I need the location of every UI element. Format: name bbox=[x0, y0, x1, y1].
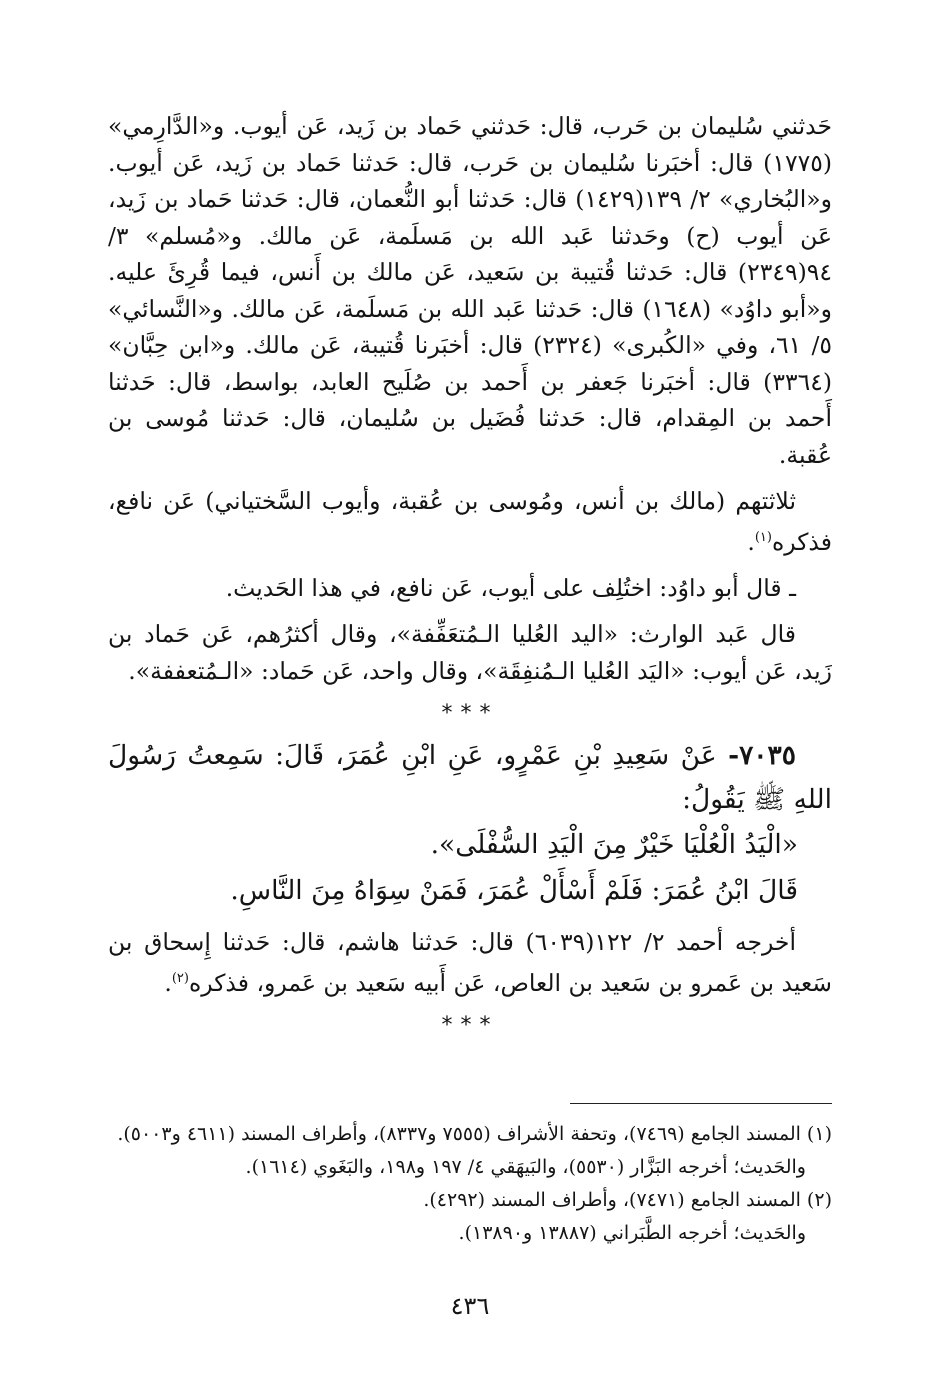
footnote-ref-1[interactable]: (١) bbox=[754, 529, 772, 545]
isnad-paragraph: حَدثني سُليمان بن حَرب، قال: حَدثني حَماد بن زَيد، عَن أيوب. و«الدَّارِمي» (١٧٧٥) قال: أخبَرنا سُليمان بن حَرب، قال: حَدثنا حَماد بن زَيد، عَن أيوب. و«البُخاري» ٢/ ١٣٩(١٤٢٩) قال: حَدثنا أبو النُّعمان، قال: حَدثنا حَماد بن زَيد، عَن أيوب (ح) وحَدثنا عَبد الله بن مَسلَمة، عَن مالك. و«مُسلم» ٣/ ٩٤(٢٣٤٩) قال: حَدثنا قُتيبة بن سَعيد، عَن مالك بن أَنس، فيما قُرِئَ عليه. و«أبو داوُد» (١٦٤٨) قال: حَدثنا عَبد الله بن مَسلَمة، عَن مالك. و«النَّسائي» ٥/ ٦١، وفي «الكُبرى» (٢٣٢٤) قال: أخبَرنا قُتيبة، عَن مالك. و«ابن حِبَّان» (٣٣٦٤) قال: أخبَرنا جَعفر بن أَحمد بن صُلَيح العابد، بواسط، قال: حَدثنا أَحمد بن المِقدام، قال: حَدثنا فُضَيل بن سُليمان، قال: حَدثنا مُوسى بن عُقبة. bbox=[108, 112, 832, 469]
footnote-divider bbox=[570, 1103, 832, 1104]
abu-dawud-note: ـ قال أبو داوُد: اختُلِف على أيوب، عَن نافع، في هذا الحَديث. bbox=[225, 573, 796, 602]
summary-paragraph: ثلاثتهم (مالك بن أنس، ومُوسى بن عُقبة، وأيوب السَّختياني) عَن نافع، فذكره$^{(١)}$. bbox=[108, 487, 832, 556]
page-number: ٤٣٦ bbox=[450, 1292, 490, 1320]
takhrij-paragraph: أخرجه أحمد ٢/ ١٢٢(٦٠٣٩) قال: حَدثنا هاشم، قال: حَدثنا إِسحاق بن سَعيد بن عَمرو بن سَعيد بن العاص، عَن أَبيه سَعيد بن عَمرو، فذكره$^{(٢)}$. bbox=[108, 928, 832, 997]
footnotes-block bbox=[108, 1118, 832, 1250]
abd-al-warith-note: قال عَبد الوارث: «اليد العُليا الـمُتعَفِّفة»، وقال أكثرُهم، عَن حَماد بن زَيد، عَن أيوب: «اليَد العُليا الـمُنفِقَة»، وقال واحد، عَن حَماد: «الـمُتعففة». bbox=[108, 620, 832, 685]
takhrij-text: أخرجه أحمد ٢/ ١٢٢(٦٠٣٩) قال: حَدثنا هاشم، قال: حَدثنا إِسحاق بن سَعيد بن عَمرو بن سَعيد بن العاص، عَن أَبيه سَعيد بن عَمرو، فذكره bbox=[108, 928, 832, 997]
hadith-header bbox=[108, 734, 832, 822]
hadith-chain: عَنْ سَعِيدِ بْنِ عَمْرٍو، عَنِ ابْنِ عُمَرَ، قَالَ: سَمِعتُ رَسُولَ اللهِ ﷺ يَقُولُ: bbox=[108, 740, 832, 816]
footnote-2-continuation: والحَديث؛ أخرجه الطَّبَراني (١٣٨٨٧ و١٣٨٩٠). bbox=[458, 1222, 806, 1244]
hadith-comment: قَالَ ابْنُ عُمَرَ: فَلَمْ أَسْأَلْ عُمَرَ، فَمَنْ سِوَاهُ مِنَ النَّاسِ. bbox=[230, 875, 798, 907]
hadith-matn: «الْيَدُ الْعُلْيَا خَيْرٌ مِنَ الْيَدِ السُّفْلَى». bbox=[430, 829, 798, 861]
section-separator: *** bbox=[441, 701, 499, 727]
hadith-number: ٧٠٣٥- bbox=[728, 740, 796, 772]
section-separator-2: *** bbox=[441, 1013, 499, 1039]
footnote-1: (١) المسند الجامع (٧٤٦٩)، وتحفة الأشراف (٧٥٥٥ و٨٣٣٧)، وأطراف المسند (٤٦١١ و٥٠٠٣). bbox=[117, 1123, 832, 1145]
footnote-2: (٢) المسند الجامع (٧٤٧١)، وأطراف المسند (٤٢٩٢). bbox=[423, 1189, 832, 1211]
summary-text: ثلاثتهم (مالك بن أنس، ومُوسى بن عُقبة، وأيوب السَّختياني) عَن نافع، فذكره bbox=[108, 487, 832, 556]
footnote-1-continuation: والحَديث؛ أخرجه البَزَّار (٥٥٣٠)، والبَيهَقي ٤/ ١٩٧ و١٩٨، والبَغَوي (١٦١٤). bbox=[245, 1156, 806, 1178]
footnote-ref-2[interactable]: (٢) bbox=[171, 970, 189, 986]
